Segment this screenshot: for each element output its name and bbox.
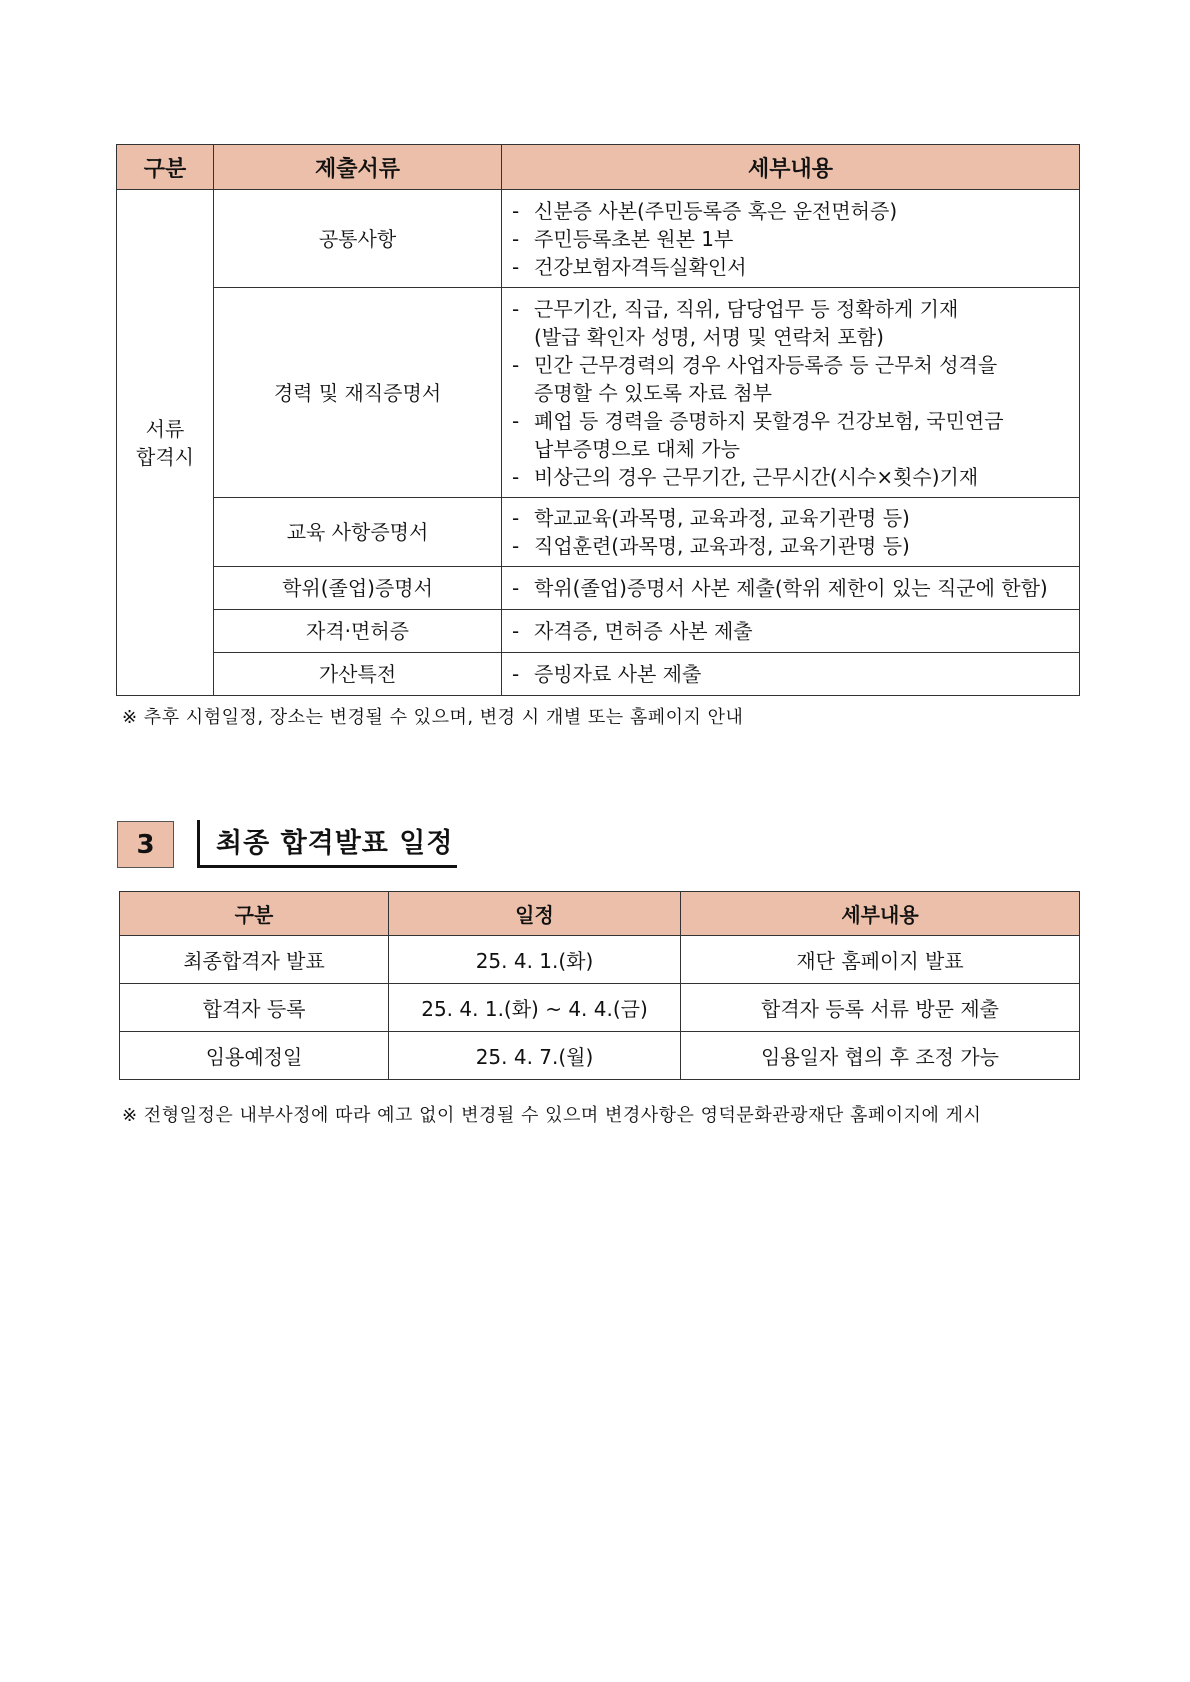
schedule-header-category: 구분: [120, 892, 389, 936]
schedule-note: ※ 전형일정은 내부사정에 따라 예고 없이 변경될 수 있으며 변경사항은 영덕문화관광재단 홈페이지에 게시: [122, 1105, 982, 1126]
schedule-header-details: 세부내용: [681, 892, 1080, 936]
document-name: 가산특전: [214, 653, 502, 696]
detail-text: 학위(졸업)증명서 사본 제출(학위 제한이 있는 직군에 한함): [534, 576, 1048, 600]
detail-item: [512, 407, 1069, 463]
bullet-dash-icon: -: [512, 408, 520, 433]
detail-text: 증빙자료 사본 제출: [534, 662, 702, 686]
documents-table-header: [117, 145, 1080, 190]
bullet-dash-icon: -: [512, 296, 520, 321]
bullet-dash-icon: -: [512, 662, 520, 686]
document-details: [502, 567, 1080, 610]
document-name: 교육 사항증명서: [214, 498, 502, 567]
detail-text: 근무기간, 직급, 직위, 담당업무 등 정확하게 기재 (발급 확인자 성명, 서명 및 연락처 포함): [534, 296, 959, 349]
schedule-details: 임용일자 협의 후 조정 가능: [681, 1032, 1080, 1080]
section-title: 최종 합격발표 일정: [197, 820, 457, 868]
document-name: 공통사항: [214, 190, 502, 288]
bullet-dash-icon: -: [512, 352, 520, 377]
detail-text: 건강보험자격득실확인서: [534, 254, 747, 279]
document-name: 경력 및 재직증명서: [214, 288, 502, 498]
section-number: 3: [117, 821, 174, 868]
detail-text: 직업훈련(과목명, 교육과정, 교육기관명 등): [534, 534, 910, 558]
schedule-category: 합격자 등록: [120, 984, 389, 1032]
detail-item: [512, 351, 1069, 407]
schedule-row: [120, 984, 1080, 1032]
documents-table-body: [117, 190, 1080, 696]
document-details: [502, 653, 1080, 696]
detail-text: 자격증, 면허증 사본 제출: [534, 619, 753, 643]
documents-row: [117, 288, 1080, 498]
schedule-date: 25. 4. 1.(화): [389, 936, 681, 984]
header-category: 구분: [117, 145, 214, 190]
detail-text: 주민등록초본 원본 1부: [534, 226, 734, 251]
detail-item: [512, 532, 1069, 560]
bullet-dash-icon: -: [512, 619, 520, 643]
schedule-table: [119, 891, 1080, 1080]
documents-row: [117, 190, 1080, 288]
detail-item: [512, 660, 1069, 688]
detail-item: [512, 504, 1069, 532]
detail-item: [512, 574, 1069, 602]
documents-row: [117, 653, 1080, 696]
detail-text: 학교교육(과목명, 교육과정, 교육기관명 등): [534, 506, 910, 530]
detail-text: 신분증 사본(주민등록증 혹은 운전면허증): [534, 198, 898, 223]
documents-row: [117, 567, 1080, 610]
documents-note: ※ 추후 시험일정, 장소는 변경될 수 있으며, 변경 시 개별 또는 홈페이지 안내: [122, 707, 744, 728]
schedule-table-header: [120, 892, 1080, 936]
document-details: [502, 610, 1080, 653]
detail-item: [512, 197, 1069, 225]
schedule-header-date: 일정: [389, 892, 681, 936]
documents-row: [117, 498, 1080, 567]
header-documents: 제출서류: [214, 145, 502, 190]
schedule-row: [120, 1032, 1080, 1080]
bullet-dash-icon: -: [512, 534, 520, 558]
detail-item: [512, 463, 1069, 491]
detail-text: 폐업 등 경력을 증명하지 못할경우 건강보험, 국민연금 납부증명으로 대체 가능: [534, 408, 1004, 461]
schedule-category: 최종합격자 발표: [120, 936, 389, 984]
schedule-date: 25. 4. 1.(화) ~ 4. 4.(금): [389, 984, 681, 1032]
document-name: 자격·면허증: [214, 610, 502, 653]
group-label: 서류 합격시: [117, 190, 214, 696]
documents-row: [117, 610, 1080, 653]
header-details: 세부내용: [502, 145, 1080, 190]
documents-table: [116, 144, 1080, 696]
bullet-dash-icon: -: [512, 576, 520, 600]
detail-item: [512, 253, 1069, 281]
document-details: [502, 190, 1080, 288]
bullet-dash-icon: -: [512, 198, 520, 223]
schedule-row: [120, 936, 1080, 984]
document-name: 학위(졸업)증명서: [214, 567, 502, 610]
schedule-date: 25. 4. 7.(월): [389, 1032, 681, 1080]
detail-text: 민간 근무경력의 경우 사업자등록증 등 근무처 성격을 증명할 수 있도록 자료 첨부: [534, 352, 998, 405]
document-details: [502, 288, 1080, 498]
schedule-category: 임용예정일: [120, 1032, 389, 1080]
bullet-dash-icon: -: [512, 506, 520, 530]
bullet-dash-icon: -: [512, 254, 520, 279]
bullet-dash-icon: -: [512, 226, 520, 251]
schedule-details: 재단 홈페이지 발표: [681, 936, 1080, 984]
detail-text: 비상근의 경우 근무기간, 근무시간(시수×횟수)기재: [534, 464, 979, 489]
bullet-dash-icon: -: [512, 464, 520, 489]
schedule-table-body: [120, 936, 1080, 1080]
detail-item: [512, 617, 1069, 645]
schedule-details: 합격자 등록 서류 방문 제출: [681, 984, 1080, 1032]
detail-item: [512, 295, 1069, 351]
document-details: [502, 498, 1080, 567]
detail-item: [512, 225, 1069, 253]
